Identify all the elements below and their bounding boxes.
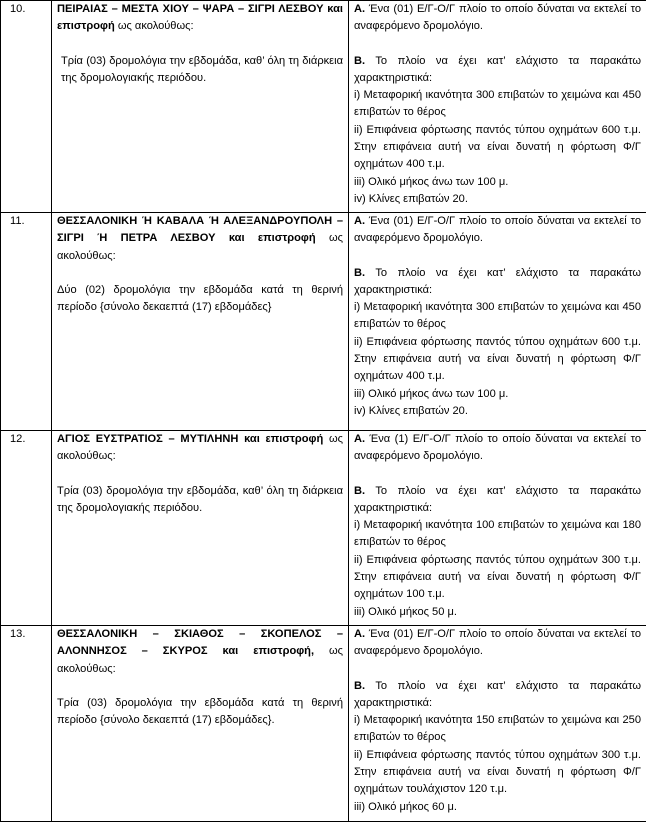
spec-a: Α. Ένα (01) Ε/Γ-Ο/Γ πλοίο το οποίο δύναται να εκτελεί το αναφερόμενο δρομολόγιο. xyxy=(354,1,641,36)
spec-b: Β. Το πλοίο να έχει κατ’ ελάχιστο τα παρακάτω χαρακτηριστικά: xyxy=(354,265,641,300)
spec-item: iv) Κλίνες επιβατών 20. xyxy=(354,191,641,208)
spec-item: iii) Ολικό μήκος άνω των 100 μ. xyxy=(354,174,641,191)
route-title: ΠΕΙΡΑΙΑΣ – ΜΕΣΤΑ ΧΙΟΥ – ΨΑΡΑ – ΣΙΓΡΙ ΛΕΣΒΟΥ και επιστροφή xyxy=(57,3,343,32)
route-suffix: ως ακολούθως: xyxy=(57,232,343,261)
route-title: ΘΕΣΣΑΛΟΝΙΚΗ – ΣΚΙΑΘΟΣ – ΣΚΟΠΕΛΟΣ – ΑΛΟΝΝΗΣΟΣ – ΣΚΥΡΟΣ και επιστροφή, xyxy=(57,628,343,657)
route-row xyxy=(1,1,646,213)
spec-item: iii) Ολικό μήκος 50 μ. xyxy=(354,604,641,621)
route-schedule: Τρία (03) δρομολόγια την εβδομάδα, καθ’ όλη τη διάρκεια της δρομολογιακής περιόδου. xyxy=(57,483,343,518)
spec-b: Β. Το πλοίο να έχει κατ’ ελάχιστο τα παρακάτω χαρακτηριστικά: xyxy=(354,678,641,713)
spec-item: i) Μεταφορική ικανότητα 100 επιβατών το χειμώνα και 180 επιβατών το θέρος xyxy=(354,517,641,552)
route-heading xyxy=(57,431,343,466)
row-number: 13. xyxy=(1,626,52,822)
row-number: 11. xyxy=(1,213,52,431)
spec-item: i) Μεταφορική ικανότητα 300 επιβατών το χειμώνα και 450 επιβατών το θέρος xyxy=(354,87,641,122)
spec-cell xyxy=(349,1,646,213)
spec-item: ii) Επιφάνεια φόρτωσης παντός τύπου οχημάτων 300 τ.μ. Στην επιφάνεια αυτή να είναι δυνατή η φόρτωση Φ/Γ οχημάτων 100 τ.μ. xyxy=(354,552,641,604)
spec-item: iv) Κλίνες επιβατών 20. xyxy=(354,403,641,420)
spec-b: Β. Το πλοίο να έχει κατ’ ελάχιστο τα παρακάτω χαρακτηριστικά: xyxy=(354,53,641,88)
route-heading xyxy=(57,626,343,678)
row-number: 12. xyxy=(1,431,52,626)
route-suffix: ως ακολούθως: xyxy=(57,645,343,674)
route-heading xyxy=(57,213,343,265)
spec-cell xyxy=(349,626,646,822)
route-suffix: ως ακολούθως: xyxy=(57,433,343,462)
spec-cell xyxy=(349,431,646,626)
row-number: 10. xyxy=(1,1,52,213)
spec-item: iii) Ολικό μήκος 60 μ. xyxy=(354,799,641,816)
spec-a: Α. Ένα (01) Ε/Γ-Ο/Γ πλοίο το οποίο δύναται να εκτελεί το αναφερόμενο δρομολόγιο. xyxy=(354,213,641,248)
spec-item: i) Μεταφορική ικανότητα 300 επιβατών το χειμώνα και 450 επιβατών το θέρος xyxy=(354,299,641,334)
spec-a: Α. Ένα (01) Ε/Γ-Ο/Γ πλοίο το οποίο δύναται να εκτελεί το αναφερόμενο δρομολόγιο. xyxy=(354,626,641,661)
route-heading xyxy=(57,1,343,36)
route-row xyxy=(1,213,646,431)
spec-item: ii) Επιφάνεια φόρτωσης παντός τύπου οχημάτων 600 τ.μ. Στην επιφάνεια αυτή να είναι δυνατή η φόρτωση Φ/Γ οχημάτων 400 τ.μ. xyxy=(354,122,641,174)
route-cell xyxy=(52,626,349,822)
spec-item: iii) Ολικό μήκος άνω των 100 μ. xyxy=(354,386,641,403)
route-row xyxy=(1,431,646,626)
route-schedule: Τρία (03) δρομολόγια την εβδομάδα κατά τη θερινή περίοδο {σύνολο δεκαεπτά (17) εβδομάδες}. xyxy=(57,695,343,730)
route-schedule: Τρία (03) δρομολόγια την εβδομάδα, καθ’ όλη τη διάρκεια της δρομολογιακής περιόδου. xyxy=(57,53,343,88)
route-cell xyxy=(52,1,349,213)
spec-item: ii) Επιφάνεια φόρτωσης παντός τύπου οχημάτων 600 τ.μ. Στην επιφάνεια αυτή να είναι δυνατή η φόρτωση Φ/Γ οχημάτων 400 τ.μ. xyxy=(354,334,641,386)
spec-a: Α. Ένα (1) Ε/Γ-Ο/Γ πλοίο το οποίο δύναται να εκτελεί το αναφερόμενο δρομολόγιο. xyxy=(354,431,641,466)
spec-cell xyxy=(349,213,646,431)
route-cell xyxy=(52,431,349,626)
route-cell xyxy=(52,213,349,431)
route-row xyxy=(1,626,646,822)
spec-item: ii) Επιφάνεια φόρτωσης παντός τύπου οχημάτων 300 τ.μ. Στην επιφάνεια αυτή να είναι δυνατή η φόρτωση Φ/Γ οχημάτων τουλάχιστον 120 τ.μ. xyxy=(354,747,641,799)
route-title: ΘΕΣΣΑΛΟΝΙΚΗ Ή ΚΑΒΑΛΑ Ή ΑΛΕΞΑΝΔΡΟΥΠΟΛΗ – ΣΙΓΡΙ Ή ΠΕΤΡΑ ΛΕΣΒΟΥ και επιστροφή xyxy=(57,215,343,244)
route-schedule: Δύο (02) δρομολόγια την εβδομάδα κατά τη θερινή περίοδο {σύνολο δεκαεπτά (17) εβδομάδες} xyxy=(57,282,343,317)
spec-item: i) Μεταφορική ικανότητα 150 επιβατών το χειμώνα και 250 επιβατών το θέρος xyxy=(354,712,641,747)
route-title: ΑΓΙΟΣ ΕΥΣΤΡΑΤΙΟΣ – ΜΥΤΙΛΗΝΗ και επιστροφή xyxy=(57,433,323,445)
spec-b: Β. Το πλοίο να έχει κατ’ ελάχιστο τα παρακάτω χαρακτηριστικά: xyxy=(354,483,641,518)
route-suffix: ως ακολούθως: xyxy=(115,20,194,32)
